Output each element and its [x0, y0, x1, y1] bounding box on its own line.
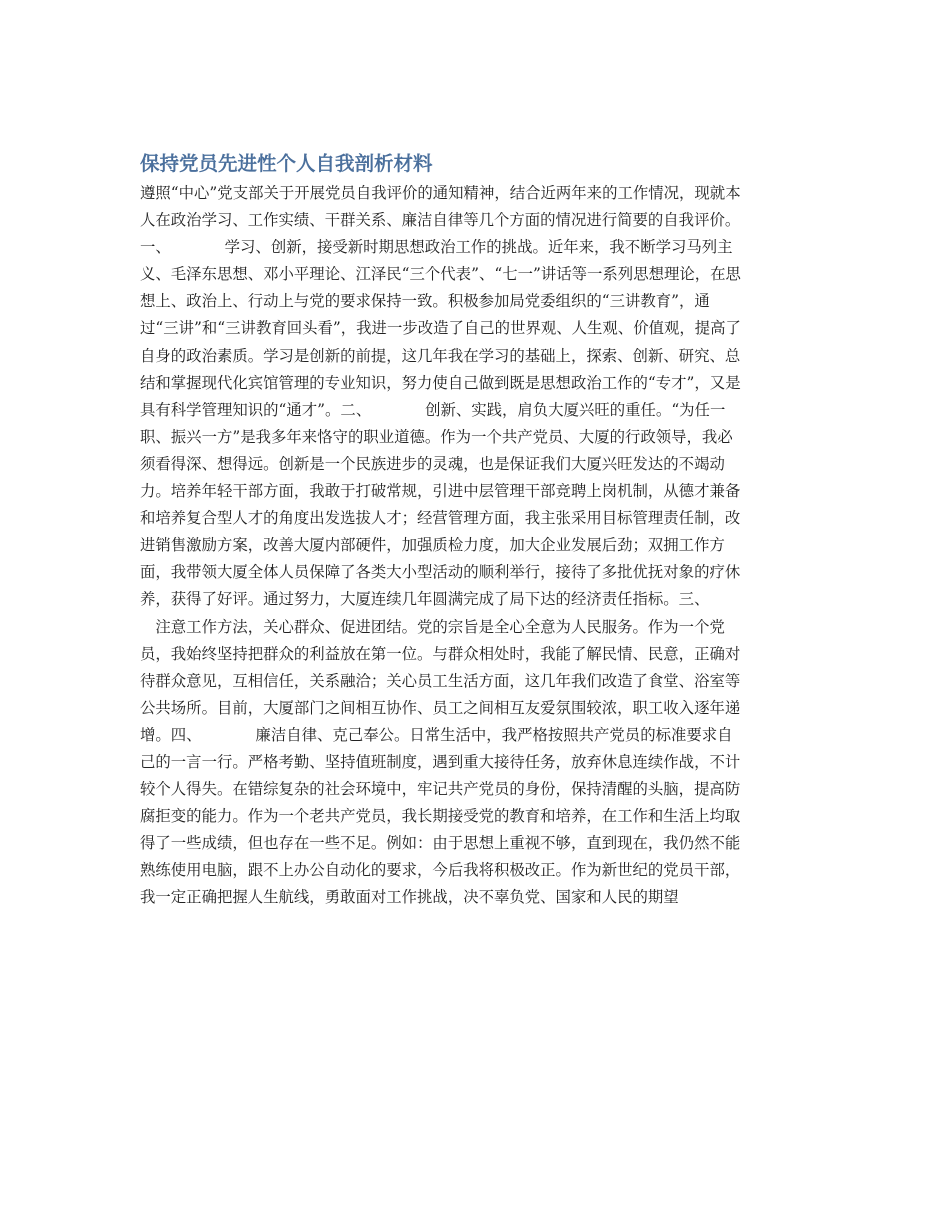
body-line: 一、 学习、创新，接受新时期思想政治工作的挑战。近年来，我不断学习马列主 — [140, 238, 733, 257]
body-line: 己的一言一行。严格考勤、坚持值班制度，遇到重大接待任务，放弃休息连续作战，不计 — [140, 752, 741, 771]
body-line: 和培养复合型人才的角度出发选拔人才；经营管理方面，我主张采用目标管理责任制，改 — [140, 509, 741, 528]
body-line: 较个人得失。在错综复杂的社会环境中，牢记共产党员的身份，保持清醒的头脑，提高防 — [140, 780, 741, 799]
body-line: 力。培养年轻干部方面，我敢于打破常规，引进中层管理干部竞聘上岗机制，从德才兼备 — [140, 482, 741, 501]
body-line: 须看得深、想得远。创新是一个民族进步的灵魂，也是保证我们大厦兴旺发达的不竭动 — [140, 454, 725, 473]
body-line: 义、毛泽东思想、邓小平理论、江泽民“三个代表”、“七一”讲话等一系列思想理论，在思 — [140, 265, 741, 284]
body-line: 腐拒变的能力。作为一个老共产党员，我长期接受党的教育和培养，在工作和生活上均取 — [140, 807, 741, 826]
body-line: 结和掌握现代化宾馆管理的专业知识，努力使自己做到既是思想政治工作的“专才”，又是 — [140, 373, 741, 392]
document-body — [140, 180, 820, 912]
body-line: 熟练使用电脑，跟不上办公自动化的要求，今后我将积极改正。作为新世纪的党员干部， — [140, 861, 741, 880]
body-line: 养，获得了好评。通过努力，大厦连续几年圆满完成了局下达的经济责任指标。三、 — [140, 590, 710, 609]
body-line: 人在政治学习、工作实绩、干群关系、廉洁自律等几个方面的情况进行简要的自我评价。 — [140, 211, 741, 230]
body-line: 注意工作方法，关心群众、促进团结。党的宗旨是全心全意为人民服务。作为一个党 — [140, 617, 725, 636]
body-line: 遵照“中心”党支部关于开展党员自我评价的通知精神，结合近两年来的工作情况，现就本 — [140, 184, 741, 202]
body-line: 增。四、 廉洁自律、克己奉公。日常生活中，我严格按照共产党员的标准要求自 — [140, 725, 733, 744]
body-line: 想上、政治上、行动上与党的要求保持一致。积极参加局党委组织的“三讲教育”，通 — [140, 292, 710, 311]
body-line: 进销售激励方案，改善大厦内部硬件，加强质检力度，加大企业发展后劲；双拥工作方 — [140, 536, 725, 555]
body-line: 过“三讲”和“三讲教育回头看”，我进一步改造了自己的世界观、人生观、价值观，提高了 — [140, 319, 741, 338]
body-line: 待群众意见，互相信任，关系融洽；关心员工生活方面，这几年我们改造了食堂、浴室等 — [140, 671, 741, 690]
body-line: 职、振兴一方”是我多年来恪守的职业道德。作为一个共产党员、大厦的行政领导，我必 — [140, 427, 733, 446]
body-line: 员，我始终坚持把群众的利益放在第一位。与群众相处时，我能了解民情、民意，正确对 — [140, 644, 741, 663]
body-line: 面，我带领大厦全体人员保障了各类大小型活动的顺利举行，接待了多批优抚对象的疗休 — [140, 563, 741, 582]
body-line: 公共场所。目前，大厦部门之间相互协作、员工之间相互友爱氛围较浓，职工收入逐年递 — [140, 698, 741, 717]
body-line: 具有科学管理知识的“通才”。二、 创新、实践，肩负大厦兴旺的重任。“为任一 — [140, 400, 726, 419]
body-line: 自身的政治素质。学习是创新的前提，这几年我在学习的基础上，探索、创新、研究、总 — [140, 346, 741, 365]
body-line: 得了一些成绩，但也存在一些不足。例如：由于思想上重视不够，直到现在，我仍然不能 — [140, 834, 741, 853]
document-title: 保持党员先进性个人自我剖析材料 — [140, 152, 433, 175]
body-line: 我一定正确把握人生航线，勇敢面对工作挑战，决不辜负党、国家和人民的期望 — [140, 888, 679, 907]
